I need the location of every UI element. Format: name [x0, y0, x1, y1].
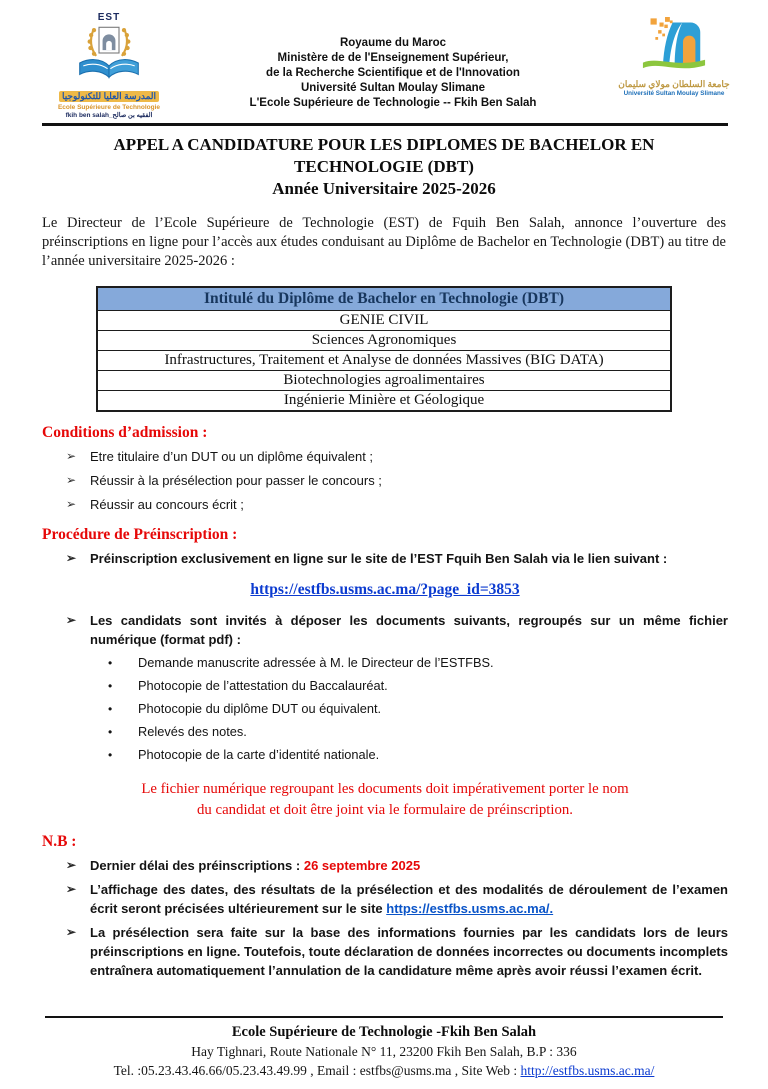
list-item	[108, 700, 728, 718]
nb-deadline-item	[90, 856, 728, 875]
footer-contact-text: Tel. :05.23.43.46.66/05.23.43.49.99 , Email : estfbs@usms.ma , Site Web :	[113, 1063, 521, 1078]
conditions-heading: Conditions d’admission :	[42, 424, 208, 441]
note-line-1: Le fichier numérique regroupant les documents doit impérativement porter le nom	[141, 781, 629, 797]
header-line-school: L'Ecole Supérieure de Technologie -- Fkih Ben Salah	[249, 97, 537, 109]
list-item	[66, 447, 728, 466]
diploma-biotech: Biotechnologies agroalimentaires	[97, 371, 671, 391]
results-text: L’affichage des dates, des résultats de la présélection et des modalités de déroulement de l’examen écrit seront précisées ultérieurement sur le site	[90, 882, 728, 916]
page-footer	[45, 1016, 723, 1080]
dot-bullet-icon: •	[108, 725, 113, 739]
table-row	[97, 331, 671, 351]
list-item	[108, 723, 728, 741]
list-item	[108, 746, 728, 764]
est-logo	[40, 13, 178, 119]
ministry-header-block	[178, 13, 608, 111]
document-item-4: Relevés des notes.	[138, 724, 247, 739]
file-naming-note	[42, 779, 728, 821]
usms-arabic-name: جامعة السلطان مولاي سليمان	[618, 79, 730, 89]
deadline-date: 26 septembre 2025	[303, 858, 421, 873]
footer-school-name: Ecole Supérieure de Technologie -Fkih Ben Salah	[231, 1024, 537, 1040]
condition-item-3: Réussir au concours écrit ;	[90, 497, 244, 512]
document-item-3: Photocopie du diplôme DUT ou équivalent.	[138, 701, 382, 716]
list-item	[108, 654, 728, 672]
arrow-bullet-icon: ➢	[66, 613, 77, 627]
document-item-5: Photocopie de la carte d’identité nationale.	[138, 747, 380, 762]
est-acronym: EST	[97, 12, 121, 23]
procedure-heading: Procédure de Préinscription :	[42, 526, 238, 543]
diploma-big-data: Infrastructures, Traitement et Analyse de données Massives (BIG DATA)	[97, 351, 671, 371]
table-row	[97, 311, 671, 331]
header-line-research: de la Recherche Scientifique et de l'Innovation	[266, 67, 520, 79]
diploma-mining: Ingénierie Minière et Géologique	[97, 391, 671, 412]
est-emblem-icon	[66, 23, 152, 83]
list-item	[108, 677, 728, 695]
title-line-1: APPEL A CANDIDATURE POUR LES DIPLOMES DE BACHELOR EN	[113, 135, 655, 154]
diploma-genie-civil: GENIE CIVIL	[97, 311, 671, 331]
usms-french-name: Université Sultan Moulay Slimane	[623, 90, 725, 97]
preinscription-link[interactable]: https://estfbs.usms.ac.ma/?page_id=3853	[250, 581, 520, 598]
procedure-item-documents: Les candidats sont invités à déposer les documents suivants, regroupés sur un même fichier numérique (format pdf) :	[90, 613, 728, 647]
table-header-cell: Intitulé du Diplôme de Bachelor en Technologie (DBT)	[97, 287, 671, 311]
site-link[interactable]: https://estfbs.usms.ac.ma/.	[386, 901, 554, 916]
arrow-bullet-icon: ➢	[66, 497, 77, 511]
dot-bullet-icon: •	[108, 656, 113, 670]
diploma-sciences-agro: Sciences Agronomiques	[97, 331, 671, 351]
preinscription-link-line	[42, 581, 728, 599]
dot-bullet-icon: •	[108, 748, 113, 762]
procedure-item-online: Préinscription exclusivement en ligne sur le site de l’EST Fquih Ben Salah via le lien suivant :	[90, 551, 668, 566]
list-item	[66, 856, 728, 875]
dot-bullet-icon: •	[108, 679, 113, 693]
deadline-label: Dernier délai des préinscriptions :	[90, 858, 304, 873]
arrow-bullet-icon: ➢	[66, 858, 77, 872]
page-title	[0, 134, 768, 200]
arrow-bullet-icon: ➢	[66, 925, 77, 939]
list-item	[66, 611, 728, 649]
arrow-bullet-icon: ➢	[66, 551, 77, 565]
footer-website-link[interactable]: http://estfbs.usms.ac.ma/	[520, 1063, 655, 1078]
table-header-row	[97, 287, 671, 311]
condition-item-1: Etre titulaire d’un DUT ou un diplôme équivalent ;	[90, 449, 374, 464]
page-header	[0, 0, 768, 121]
usms-logo	[608, 13, 740, 97]
table-row	[97, 391, 671, 412]
est-name-city: fkih ben salah_الفقيه بن صالح	[65, 111, 153, 119]
header-line-university: Université Sultan Moulay Slimane	[300, 82, 486, 94]
document-item-1: Demande manuscrite adressée à M. le Directeur de l’ESTFBS.	[138, 655, 494, 670]
intro-paragraph: Le Directeur de l’Ecole Supérieure de Technologie (EST) de Fquih Ben Salah, annonce l’ouverture des préinscriptions en ligne pour l’accès aux études conduisant au Diplôme de Bachelor en Technologie (DBT) au titre de l’année universitaire 2025-2026 :	[42, 215, 726, 269]
usms-emblem-icon	[624, 17, 724, 75]
list-item	[66, 880, 728, 918]
title-line-2: TECHNOLOGIE (DBT)	[294, 157, 474, 176]
header-line-kingdom: Royaume du Maroc	[339, 37, 447, 49]
footer-contact	[45, 1061, 723, 1080]
table-row	[97, 371, 671, 391]
header-divider	[42, 123, 728, 126]
arrow-bullet-icon: ➢	[66, 882, 77, 896]
arrow-bullet-icon: ➢	[66, 449, 77, 463]
title-line-3: Année Universitaire 2025-2026	[272, 179, 496, 198]
condition-item-2: Réussir à la présélection pour passer le concours ;	[90, 473, 382, 488]
nb-results-item	[90, 880, 728, 918]
diplomas-table	[96, 286, 672, 412]
list-item	[66, 923, 728, 980]
note-line-2: du candidat et doit être joint via le formulaire de préinscription.	[197, 802, 573, 818]
nb-preselection-item: La présélection sera faite sur la base des informations fournies par les candidats lors de leurs préinscriptions en ligne. Toutefois, toute déclaration de données incorrectes ou documents incomplets entraînera automatiquement l’annulation de la candidature même après avoir réussi l’examen écrit.	[90, 925, 728, 978]
footer-address: Hay Tighnari, Route Nationale N° 11, 23200 Fkih Ben Salah, B.P : 336	[191, 1044, 577, 1059]
nb-heading: N.B :	[42, 833, 77, 850]
list-item	[66, 549, 728, 568]
list-item	[66, 471, 728, 490]
document-item-2: Photocopie de l’attestation du Baccalauréat.	[138, 678, 388, 693]
table-row	[97, 351, 671, 371]
dot-bullet-icon: •	[108, 702, 113, 716]
header-line-ministry: Ministère de de l'Enseignement Supérieur,	[277, 52, 509, 64]
est-name-fr: Ecole Supérieure de Technologie	[57, 104, 161, 111]
arrow-bullet-icon: ➢	[66, 473, 77, 487]
est-arabic-banner: المدرسة العليا للتكنولوجيا	[59, 91, 159, 102]
list-item	[66, 495, 728, 514]
